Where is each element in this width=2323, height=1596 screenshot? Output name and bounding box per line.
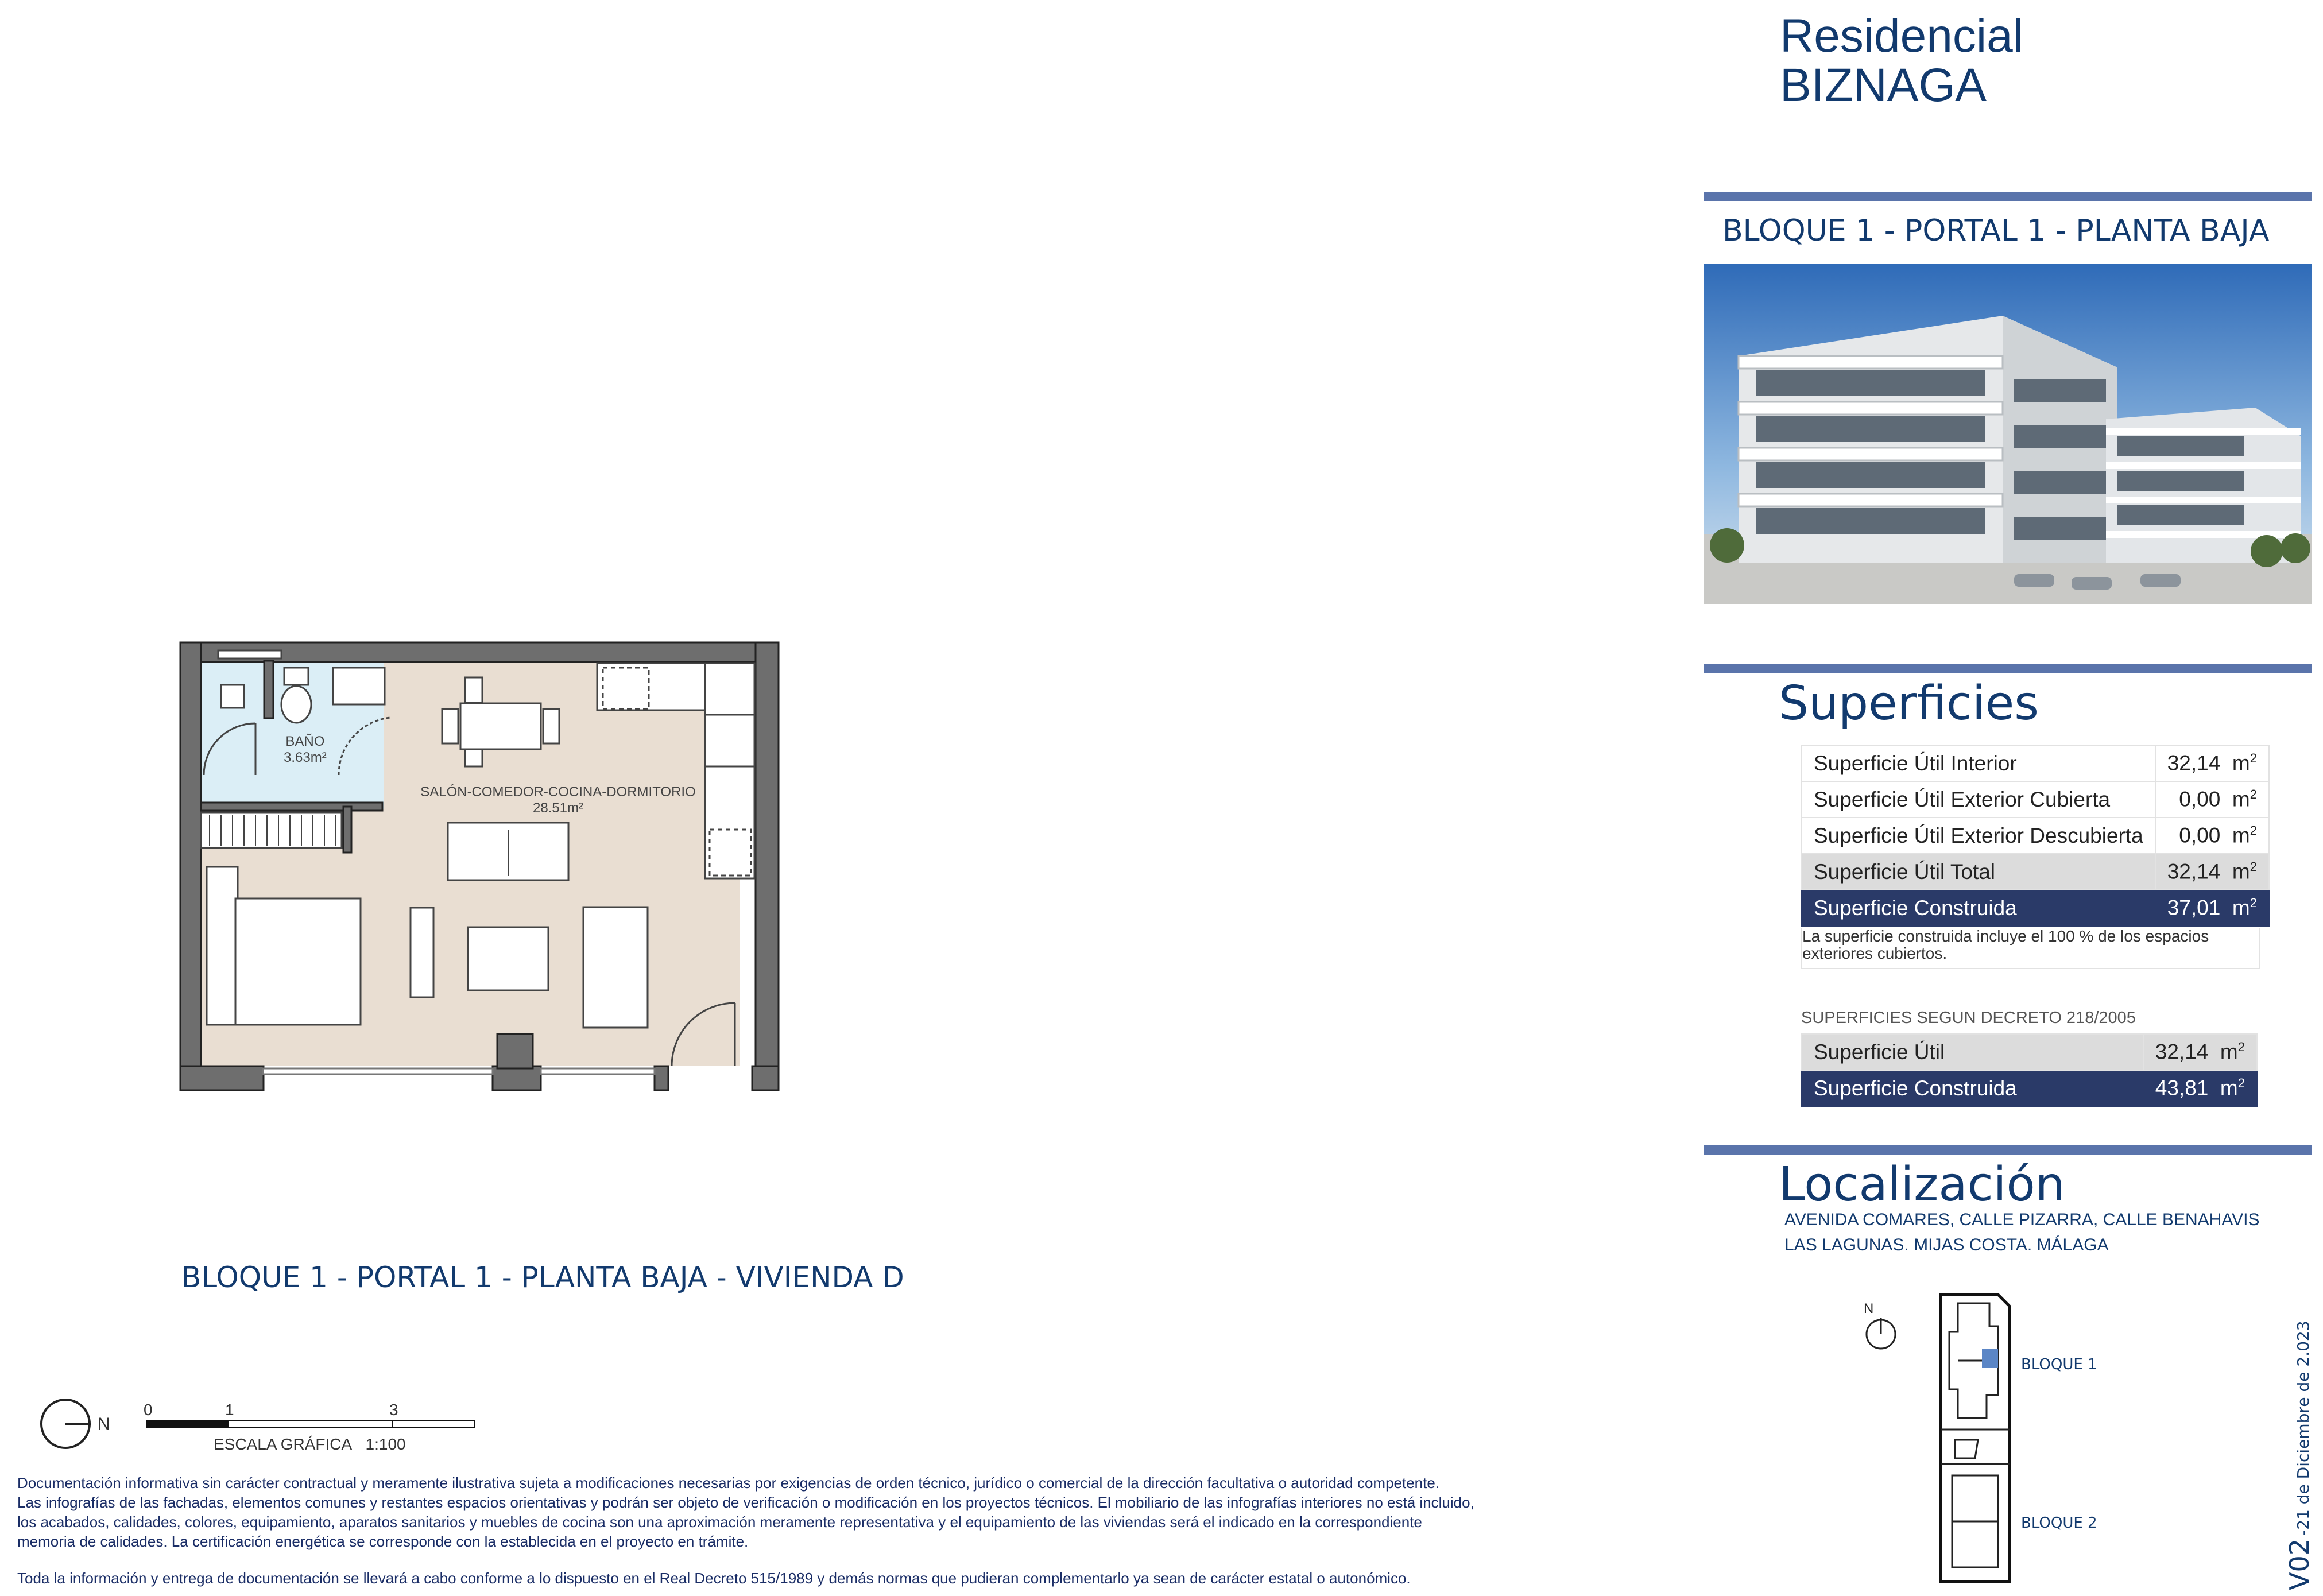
location-title: Localización [1779,1157,2065,1212]
surfaces-note: La superficie construida incluye el 100 % de los espacios exteriores cubiertos. [1801,928,2260,969]
section-divider [1704,192,2312,201]
table-row [1802,1070,2257,1106]
table-row [1802,890,2269,926]
scale-label [214,1435,406,1454]
surface-value: 32,14 $m^2$ [2143,1034,2257,1070]
site-map-image [1935,1292,2021,1585]
living-room-label [415,784,702,816]
section-divider [1704,664,2312,673]
disclaimer-line: los acabados, calidades, colores, equipamiento, aparatos sanitarios y muebles de cocina son una aproximación meramente representativa y el equipamiento de las viviendas será el indicado en la correspondiente [17,1513,1422,1531]
surface-value: 0,00 $m^2$ [2155,818,2269,854]
surface-label: Superficie Construida [1802,1070,2143,1106]
brand-title-line2: BIZNAGA [1780,59,1987,111]
location-line1: AVENIDA COMARES, CALLE PIZARRA, CALLE BENAHAVIS [1784,1210,2260,1229]
surface-label: Superficie Útil [1802,1034,2143,1070]
table-row [1802,1034,2257,1070]
plan-title: BLOQUE 1 - PORTAL 1 - PLANTA BAJA - VIVIENDA D [181,1261,904,1294]
surface-value: 0,00 $m^2$ [2155,781,2269,818]
block-heading: BLOQUE 1 - PORTAL 1 - PLANTA BAJA [1722,214,2270,248]
scale-ratio: 1:100 [365,1435,406,1453]
surface-label: Superficie Útil Exterior Descubierta [1802,818,2155,854]
location-line2: LAS LAGUNAS. MIJAS COSTA. MÁLAGA [1784,1235,2109,1254]
surface-value: 37,01 $m^2$ [2155,890,2269,926]
disclaimer-line: memoria de calidades. La certificación energética se corresponde con la establecida en el proyecto en trámite. [17,1533,749,1550]
surface-value: 43,81 $m^2$ [2143,1070,2257,1106]
surface-label: Superficie Construida [1802,890,2155,926]
scale-bar [146,1420,475,1428]
table-row [1802,745,2269,781]
scale-north-label: N [98,1415,110,1434]
building-render-image [1704,264,2312,604]
surface-label: Superficie Útil Exterior Cubierta [1802,781,2155,818]
bath-name: BAÑO [285,734,325,749]
site-map-block1-label: BLOQUE 1 [2021,1356,2097,1373]
disclaimer-line: Documentación informativa sin carácter contractual y meramente ilustrativa sujeta a modificaciones necesarias por exigencias de orden técnico, jurídico o comercial de la dirección facultativa o autoridad competente. [17,1474,1440,1492]
table-row [1802,781,2269,818]
version-code: V02 [2284,1538,2315,1590]
disclaimer-line: Las infografías de las fachadas, elementos comunes y restantes espacios orientativas y podrán ser objeto de verificación o modificación en los proyectos técnicos. El mobiliario de las infografías interiores no está incluido, [17,1494,1474,1511]
version-stamp [2284,1320,2315,1590]
site-map-north-label: N [1864,1301,1874,1316]
site-map-block2-label: BLOQUE 2 [2021,1514,2097,1532]
living-name: SALÓN-COMEDOR-COCINA-DORMITORIO [420,784,696,800]
location-address [1784,1207,2259,1258]
surface-label: Superficie Útil Total [1802,854,2155,890]
surfaces-title: Superficies [1779,676,2039,731]
disclaimer [17,1473,1671,1588]
scale-tick-0: 0 [144,1401,153,1419]
floor-plan [178,640,782,1099]
surface-label: Superficie Útil Interior [1802,745,2155,781]
brand-title-line1: Residencial [1780,10,2023,62]
version-date: -21 de Diciembre de 2.023 [2294,1320,2313,1536]
brand-title [1780,11,2023,110]
decree-table [1801,1033,2258,1107]
bath-area: 3.63m² [284,750,327,765]
surface-value: 32,14 $m^2$ [2155,854,2269,890]
table-row [1802,854,2269,890]
surface-value: 32,14 $m^2$ [2155,745,2269,781]
scale-label-text: ESCALA GRÁFICA [214,1435,353,1453]
compass-icon [1865,1318,1897,1350]
decree-title: SUPERFICIES SEGUN DECRETO 218/2005 [1801,1009,2136,1027]
scale-tick-3: 3 [389,1401,398,1419]
living-area: 28.51m² [532,800,584,816]
bath-room-label [284,734,327,766]
table-row [1802,818,2269,854]
section-divider [1704,1145,2312,1155]
disclaimer-line: Toda la información y entrega de documentación se llevará a cabo conforme a lo dispuesto en el Real Decreto 515/1989 y demás normas que pudieran complementarlo ya sean de carácter estatal o autonómico. [17,1570,1411,1587]
scale-tick-1: 1 [225,1401,234,1419]
surfaces-table [1801,745,2270,927]
north-arrow-icon [37,1395,94,1452]
